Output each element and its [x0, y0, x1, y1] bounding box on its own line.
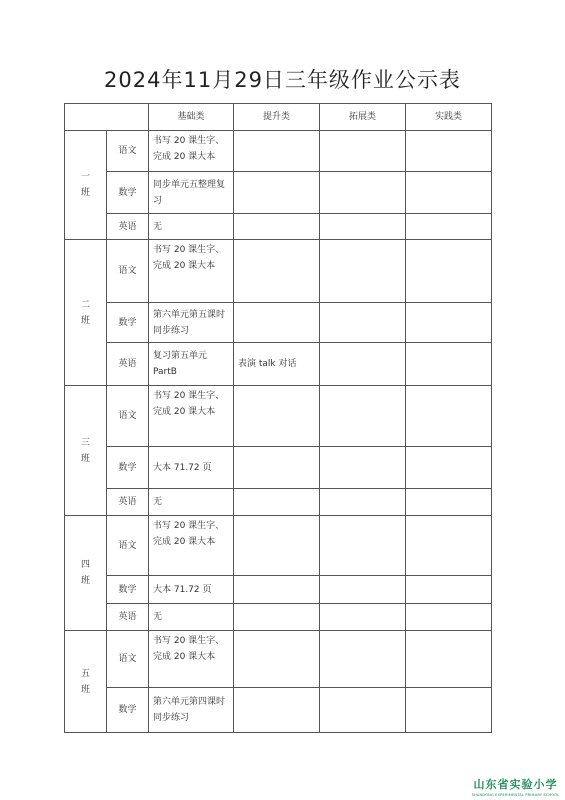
basic-cell: 大本 71.72 页 [149, 576, 234, 604]
improve-cell [234, 240, 320, 303]
practice-cell [406, 576, 492, 604]
subject-cell: 数学 [107, 303, 149, 343]
class-name-bottom: 班 [80, 188, 90, 198]
improve-cell [234, 604, 320, 631]
class-name-bottom: 班 [80, 576, 90, 586]
basic-cell: 书写 20 课生字、完成 20 课大本 [149, 631, 234, 688]
practice-cell [406, 240, 492, 303]
basic-cell: 第六单元第五课时同步练习 [149, 303, 234, 343]
subject-cell: 语文 [107, 516, 149, 576]
table-row [65, 214, 492, 240]
table-row [65, 447, 492, 489]
school-logo-en: SHANDONG EXPERIMENTAL PRIMARY SCHOOL [471, 793, 560, 797]
improve-cell [234, 516, 320, 576]
practice-cell [406, 489, 492, 516]
class-cell [65, 386, 107, 516]
basic-cell: 书写 20 课生字、完成 20 课大本 [149, 131, 234, 172]
table-row [65, 240, 492, 303]
extend-cell [320, 172, 406, 214]
table-row [65, 489, 492, 516]
corner-cell [65, 104, 149, 131]
table-row [65, 516, 492, 576]
improve-cell [234, 631, 320, 688]
table-row [65, 131, 492, 172]
practice-cell [406, 172, 492, 214]
extend-cell [320, 386, 406, 447]
extend-cell [320, 516, 406, 576]
header-row [65, 104, 492, 131]
subject-cell: 数学 [107, 172, 149, 214]
basic-cell: 书写 20 课生字、完成 20 课大本 [149, 240, 234, 303]
improve-cell [234, 489, 320, 516]
extend-cell [320, 447, 406, 489]
basic-cell: 大本 71.72 页 [149, 447, 234, 489]
subject-cell: 英语 [107, 604, 149, 631]
improve-cell [234, 303, 320, 343]
subject-cell: 英语 [107, 214, 149, 240]
practice-cell [406, 131, 492, 172]
basic-cell: 第六单元第四课时同步练习 [149, 688, 234, 733]
improve-cell [234, 447, 320, 489]
class-name-top: 三 [80, 437, 90, 448]
extend-cell [320, 343, 406, 386]
class-cell [65, 131, 107, 240]
practice-cell [406, 688, 492, 733]
page-title: 2024年11月29日三年级作业公示表 [104, 68, 461, 92]
practice-cell [406, 343, 492, 386]
practice-cell [406, 303, 492, 343]
subject-cell: 数学 [107, 447, 149, 489]
class-cell [65, 631, 107, 733]
subject-cell: 英语 [107, 343, 149, 386]
table-row [65, 604, 492, 631]
class-name-top: 二 [80, 299, 90, 310]
table-row [65, 631, 492, 688]
extend-cell [320, 489, 406, 516]
table-row [65, 386, 492, 447]
practice-cell [406, 447, 492, 489]
improve-cell: 表演 talk 对话 [234, 343, 320, 386]
class-name-top: 四 [80, 560, 90, 570]
subject-cell: 英语 [107, 489, 149, 516]
subject-cell: 语文 [107, 386, 149, 447]
extend-cell [320, 604, 406, 631]
header-basic: 基础类 [149, 104, 234, 131]
improve-cell [234, 688, 320, 733]
basic-cell: 无 [149, 489, 234, 516]
extend-cell [320, 631, 406, 688]
practice-cell [406, 604, 492, 631]
class-name-top: 五 [80, 668, 90, 679]
improve-cell [234, 576, 320, 604]
basic-cell: 书写 20 课生字、完成 20 课大本 [149, 516, 234, 576]
extend-cell [320, 576, 406, 604]
extend-cell [320, 131, 406, 172]
improve-cell [234, 131, 320, 172]
improve-cell [234, 172, 320, 214]
header-practice: 实践类 [406, 104, 492, 131]
class-name-bottom: 班 [80, 684, 90, 695]
header-extend: 拓展类 [320, 104, 406, 131]
table-row [65, 688, 492, 733]
school-logo-cn: 山东省实验小学 [473, 778, 558, 791]
basic-cell: 无 [149, 604, 234, 631]
extend-cell [320, 303, 406, 343]
extend-cell [320, 688, 406, 733]
homework-table [64, 103, 492, 733]
class-cell [65, 516, 107, 631]
basic-cell: 无 [149, 214, 234, 240]
practice-cell [406, 516, 492, 576]
basic-cell: 同步单元五整理复习 [149, 172, 234, 214]
subject-cell: 语文 [107, 131, 149, 172]
class-name-bottom: 班 [80, 453, 90, 464]
basic-cell: 复习第五单元PartB [149, 343, 234, 386]
practice-cell [406, 631, 492, 688]
subject-cell: 语文 [107, 631, 149, 688]
table-row [65, 303, 492, 343]
table-row [65, 576, 492, 604]
practice-cell [406, 386, 492, 447]
subject-cell: 语文 [107, 240, 149, 303]
school-logo [468, 776, 563, 797]
class-cell [65, 240, 107, 386]
improve-cell [234, 214, 320, 240]
subject-cell: 数学 [107, 576, 149, 604]
extend-cell [320, 214, 406, 240]
header-improve: 提升类 [234, 104, 320, 131]
table-row [65, 172, 492, 214]
class-name-bottom: 班 [80, 315, 90, 326]
improve-cell [234, 386, 320, 447]
class-name-top: 一 [80, 172, 90, 182]
subject-cell: 数学 [107, 688, 149, 733]
basic-cell: 书写 20 课生字、完成 20 课大本 [149, 386, 234, 447]
practice-cell [406, 214, 492, 240]
table-row [65, 343, 492, 386]
extend-cell [320, 240, 406, 303]
